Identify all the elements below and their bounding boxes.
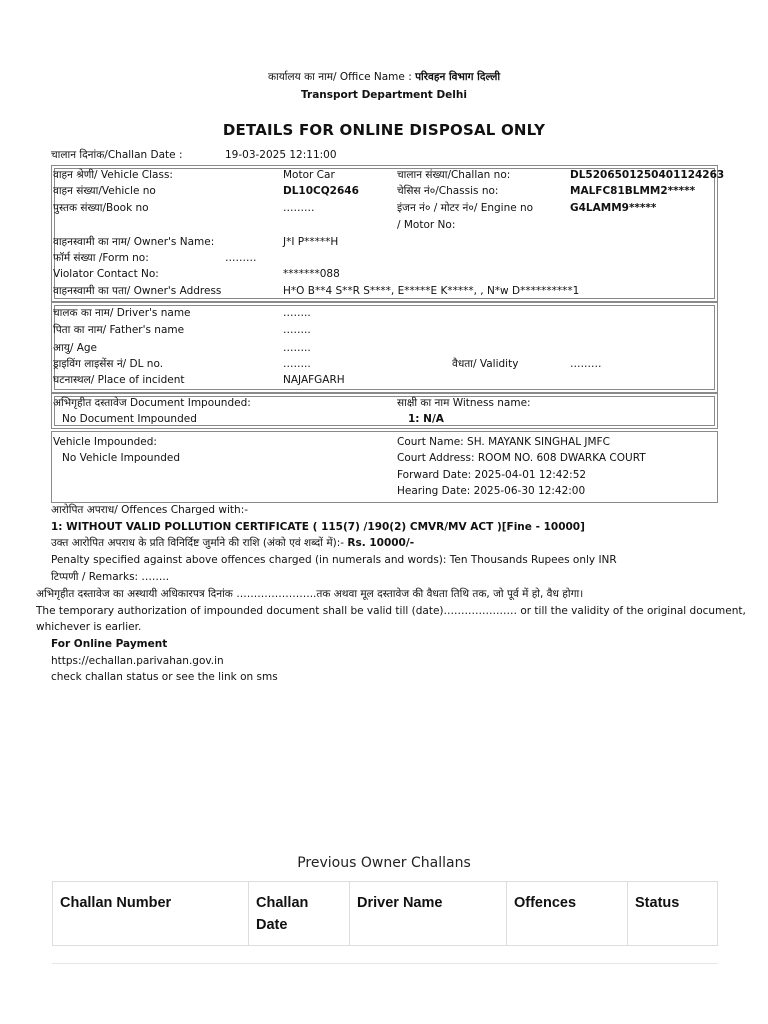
payment-note: check challan status or see the link on sms	[51, 671, 278, 683]
engine-label-2: / Motor No:	[397, 219, 456, 231]
payment-url[interactable]: https://echallan.parivahan.gov.in	[51, 655, 224, 667]
temp-authorization-en-1: The temporary authorization of impounded document shall be valid till (date)………………… or till the validity of the original document,	[36, 605, 746, 617]
owner-name-label: वाहनस्वामी का नाम/ Owner's Name:	[53, 236, 215, 248]
place-value: NAJAFGARH	[283, 374, 345, 386]
table-header-row	[53, 882, 718, 946]
column-challan-date: Challan Date	[249, 882, 350, 946]
engine-value: G4LAMM9*****	[570, 202, 657, 214]
forward-date: Forward Date: 2025-04-01 12:42:52	[397, 469, 587, 481]
driver-name-value: ……..	[283, 307, 311, 319]
father-name-value: ……..	[283, 324, 311, 336]
hearing-date: Hearing Date: 2025-06-30 12:42:00	[397, 485, 586, 497]
payment-heading: For Online Payment	[51, 638, 168, 650]
dl-no-label: ड्राइविंग लाइसेंस नं/ DL no.	[53, 358, 164, 370]
chassis-value: MALFC81BLMM2*****	[570, 185, 696, 197]
contact-label: Violator Contact No:	[53, 268, 159, 280]
vehicle-class-label: वाहन श्रेणी/ Vehicle Class:	[53, 169, 173, 181]
document-impounded-value: No Document Impounded	[62, 413, 197, 425]
validity-value: ………	[570, 358, 602, 370]
age-label: आयु/ Age	[53, 342, 98, 354]
chassis-label: चेसिस नं०/Chassis no:	[397, 185, 499, 197]
form-no-value: ………	[225, 252, 257, 264]
penalty-words: Penalty specified against above offences charged (in numerals and words): Ten Thousands Rupees only INR	[51, 554, 617, 566]
column-offences: Offences	[507, 882, 628, 946]
driver-name-label: चालक का नाम/ Driver's name	[53, 307, 191, 319]
challan-no-value: DL5206501250401124263	[570, 169, 725, 181]
age-value: ……..	[283, 342, 311, 354]
previous-challans-table	[52, 881, 718, 946]
bottom-divider	[52, 963, 718, 964]
dl-no-value: ……..	[283, 358, 311, 370]
witness-value: 1: N/A	[408, 413, 444, 425]
place-label: घटनास्थल/ Place of incident	[53, 374, 185, 386]
fine-amount: उक्त आरोपित अपराध के प्रति विनिर्दिष्ट जुर्माने की राशि (अंको एवं शब्दों में):- Rs. 10000/-	[51, 537, 415, 549]
remarks: टिप्पणी / Remarks: ……..	[51, 571, 170, 583]
owner-name-value: J*I P*****H	[283, 236, 339, 248]
validity-label: वैधता/ Validity	[452, 358, 519, 370]
book-no-label: पुस्तक संख्या/Book no	[53, 202, 149, 214]
book-no-value: ………	[283, 202, 315, 214]
witness-label: साक्षी का नाम Witness name:	[397, 397, 531, 409]
court-name: Court Name: SH. MAYANK SINGHAL JMFC	[397, 436, 610, 448]
address-value: H*O B**4 S**R S****, E*****E K*****, , N*w D**********1	[283, 285, 580, 297]
column-driver-name: Driver Name	[350, 882, 507, 946]
offences-label: आरोपित अपराध/ Offences Charged with:-	[51, 504, 249, 516]
document-title: DETAILS FOR ONLINE DISPOSAL ONLY	[222, 121, 546, 139]
engine-label: इंजन नं० / मोटर नं०/ Engine no	[397, 202, 534, 214]
temp-authorization-en-2: whichever is earlier.	[36, 621, 142, 633]
court-address: Court Address: ROOM NO. 608 DWARKA COURT	[397, 452, 646, 464]
column-challan-number: Challan Number	[53, 882, 249, 946]
challan-date-label: चालान दिनांक/Challan Date :	[51, 149, 183, 161]
vehicle-impounded-value: No Vehicle Impounded	[62, 452, 181, 464]
vehicle-impounded-label: Vehicle Impounded:	[53, 436, 157, 448]
vehicle-no-value: DL10CQ2646	[283, 185, 359, 197]
father-name-label: पिता का नाम/ Father's name	[53, 324, 185, 336]
office-name: कार्यालय का नाम/ Office Name : परिवहन विभाग दिल्ली	[267, 71, 501, 83]
department-name: Transport Department Delhi	[301, 89, 467, 101]
temp-authorization-hindi: अभिगृहीत दस्तावेज का अस्थायी अधिकारपत्र दिनांक …………………..तक अथवा मूल दस्तावेज की वैधता तिथि तक, जो पूर्व में हो, वैध होगा।	[36, 588, 584, 600]
contact-value: *******088	[283, 268, 340, 280]
address-label: वाहनस्वामी का पता/ Owner's Address	[53, 285, 222, 297]
previous-challans-title: Previous Owner Challans	[297, 855, 471, 871]
column-status: Status	[628, 882, 718, 946]
vehicle-class-value: Motor Car	[283, 169, 335, 181]
challan-date-value: 19-03-2025 12:11:00	[225, 149, 337, 161]
challan-no-label: चालान संख्या/Challan no:	[397, 169, 511, 181]
vehicle-no-label: वाहन संख्या/Vehicle no	[53, 185, 156, 197]
document-impounded-label: अभिगृहीत दस्तावेज Document Impounded:	[53, 397, 251, 409]
offence-item: 1: WITHOUT VALID POLLUTION CERTIFICATE ( 115(7) /190(2) CMVR/MV ACT )[Fine - 10000]	[51, 521, 585, 533]
form-no-label: फॉर्म संख्या /Form no:	[53, 252, 149, 264]
